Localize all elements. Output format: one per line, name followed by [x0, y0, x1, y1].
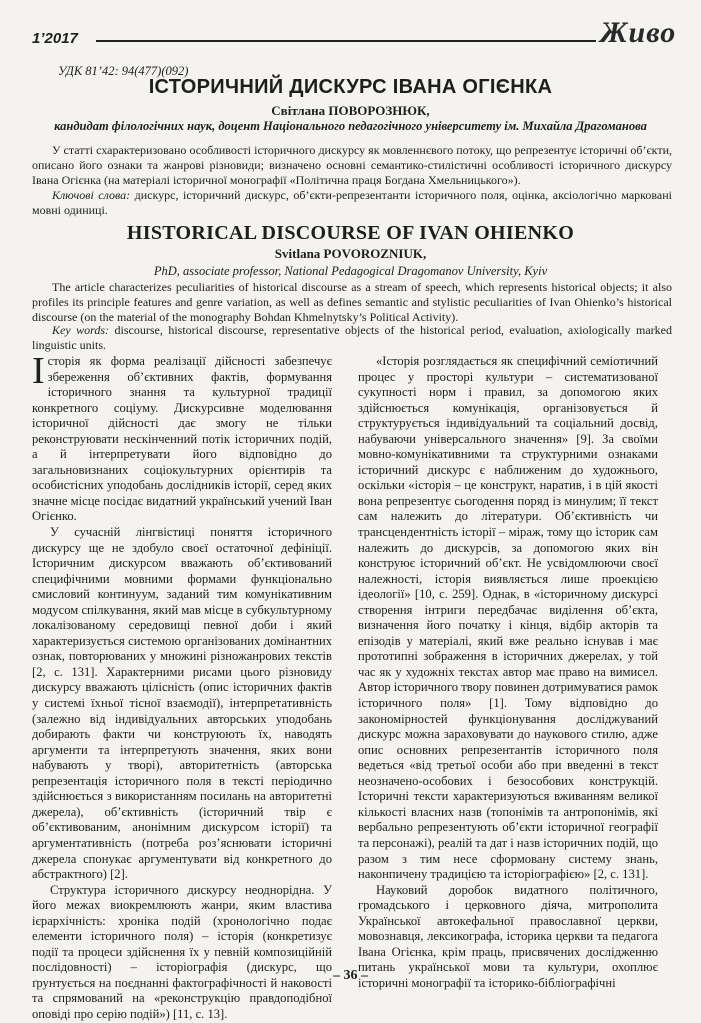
- udc-code: УДК 81’42: 94(477)(092): [58, 64, 189, 78]
- body-paragraph: [32, 350, 332, 525]
- journal-logo: Живо: [600, 16, 677, 49]
- body-paragraph: Науковий доробок видатного політичного, громадського і церковного діяча, митрополита Української автокефальної православної церкви, мовознавця, лексикографа, історика церкви та педагога Івана Огієнка, крім праць, присвячених дослідженню питань української мови та культури, охоплює історичні монографії та історико-бібліографічні: [358, 882, 658, 990]
- header-rule: [96, 40, 596, 42]
- keywords-text-uk: дискурс, історичний дискурс, об’єкти-репрезентанти історичного поля, оцінка, аксіологічно марковані мовні одиниці.: [32, 188, 672, 217]
- body-paragraph: «Історія розглядається як специфічний семіотичний процес у просторі культури – систематизованої сукупності норм і правил, за допомогою яких здійснюється комунікація, організовується й структурується індивідуальний та соціальний досвід, набуваючи універсального значення» [9]. За своїми мовно-комунікативними та структурними ознаками історичний дискурс є наближеним до художнього, оскільки «історія – це конструкт, наратив, і в цій якості вона репрезентує сьогодення поряд із минулим; її текст сам належить до літератури. Об’єктивність чи трансцендентність історії – міраж, тому що історик сам належить до дискурсів, за допомогою яких він конструює історичний об’єкт. Не усвідомлюючи своєї належності, історія виявляється лише проекцією ідеології» [10, с. 259]. Однак, в «історичному дискурсі створення інтриги передбачає виділення об’єкта, визначення його початку і кінця, відбір акторів та епізодів у матеріалі, який вже реально існував і має прототипні зображення в історичних джерелах, у той час як у художніх текстах автор має право на вимисел. Автор історичного твору повинен дотримуватися рамок історичного поля» [1]. Тому відповідно до закономірностей функціонування досліджуваний дискурс можна зараховувати до наукового стилю, адже опис основних репрезентантів історичного поля ведеться «від третьої особи або при введенні в текст неозначено-особових і безособових конструкцій. Історичні тексти характеризуються вживанням великої кількості власних назв (топонімів та антропонімів, які вербально репрезентують об’єкти історичної географії та персонажі), реалій та дат і назв історичних подій, що разом з тим несе сформовану систему знань, наконпичену традицією та історіографією» [2, с. 131].: [358, 354, 658, 882]
- author-name-uk: Світлана ПОВОРОЗНЮК,: [271, 103, 430, 118]
- keywords-uk: [32, 188, 672, 218]
- page-number: – 36 –: [333, 968, 368, 983]
- paragraph-text: сторія як форма реалізації дійсності забезпечує збереження об’єктивних фактів, формування історичного знання та культурної традиції конкретного соціуму. Дискурсивне моделювання історичної дійсності дає змогу не тільки реконструювати нескінченний потік історичних подій, а й інтерпретувати його відповідно до загальновизнаних соціокультурних орієнтирів та особистісних уподобань дослідників історії, серед яких значне місце посідає видатний український учений Іван Огієнко.: [32, 354, 332, 524]
- issue-number: 1’2017: [32, 30, 78, 47]
- body-paragraph: Структура історичного дискурсу неоднорідна. У його межах виокремлюють жанри, яким властива ієрархічність: хроніка подій (хронологічно подає елементи історичного поля) – історія (конкретизує події та процеси здійснення їх у певній композиційній послідовності) – історіографія (дискурс, що ґрунтується на поєднанні фактографічності й наковості та спрямований на «реконструкцію правдоподібної оповіді про серію подій») [11, с. 13].: [32, 882, 332, 1021]
- author-affiliation-uk: кандидат філологічних наук, доцент Національного педагогічного університету ім. Михайла Драгоманова: [54, 119, 647, 133]
- author-affiliation-en: PhD, associate professor, National Pedagogical Dragomanov University, Kyiv: [153, 264, 548, 278]
- article-title-uk: ІСТОРИЧНИЙ ДИСКУРС ІВАНА ОГІЄНКА: [148, 76, 553, 98]
- drop-cap: І: [32, 350, 45, 392]
- abstract-en: The article characterizes peculiarities of historical discourse as a stream of speech, which represents historical objects; it also profiles its principle features and genre variation, as well as defines semantic and stylistic peculiarities of Ivan Ohienko’s historical discourse (on the material of the monography Bohdan Khmelnytsky’s Political Activity).: [32, 280, 672, 324]
- body-paragraph: У сучасній лінгвістиці поняття історичного дискурсу ще не здобуло своєї остаточної дефініції. Історичним дискурсом вважають об’єктивований специфічними мовними формами функціонально смисловий континуум, заданий тим комунікативним модусом спілкування, який мав місце в субкультурному локалізованому середовищі певної доби і який характеризується системою організованих домінантних ознак, повторюваних у множині різножанрових текстів [2, с. 131]. Характерними рисами цього різновиду дискурсу вважають цілісність (опис історичних фактів у системі їхньої тісної взаємодії), інтерпретативність (залежно від індивідуальних авторських уподобань добирають факти чи конструюють їх, наводять аргументи та інтерпретують значення, яких вони набувають у творі), авторитетність (авторська репрезентація історичного поля в тексті періодично здійснюється з використанням посилань на авторитетні джерела), об’єктивність (історичний твір є об’єктивованим, анонімним дискурсом історії) та аргументативність (потреба роз’яснювати історичні джерела спонукає аргументувати від конкретного до абстрактного) [2].: [32, 525, 332, 882]
- keywords-en: [32, 323, 672, 353]
- keywords-label-uk: Ключові слова:: [52, 188, 131, 202]
- article-title-en: HISTORICAL DISCOURSE OF IVAN OHIENKO: [126, 222, 575, 244]
- author-name-en: Svitlana POVOROZNIUK,: [274, 246, 427, 261]
- abstract-uk: У статті схарактеризовано особливості історичного дискурсу як мовленнєвого потоку, що репрезентує історичні об’єкти, описано його ознаки та жанрові різновиди; визначено основні семантико-стилістичні особливості історичного дискурсу Івана Огієнка (на матеріалі історичної монографії «Політична праця Богдана Хмельницького»).: [32, 143, 672, 187]
- body-column-left: [32, 350, 332, 1023]
- keywords-text-en: discourse, historical discourse, representative objects of the historical period, evaluation, axiologically marked linguistic units.: [32, 323, 672, 352]
- keywords-label-en: Key words:: [52, 323, 110, 337]
- body-column-right: [358, 354, 658, 991]
